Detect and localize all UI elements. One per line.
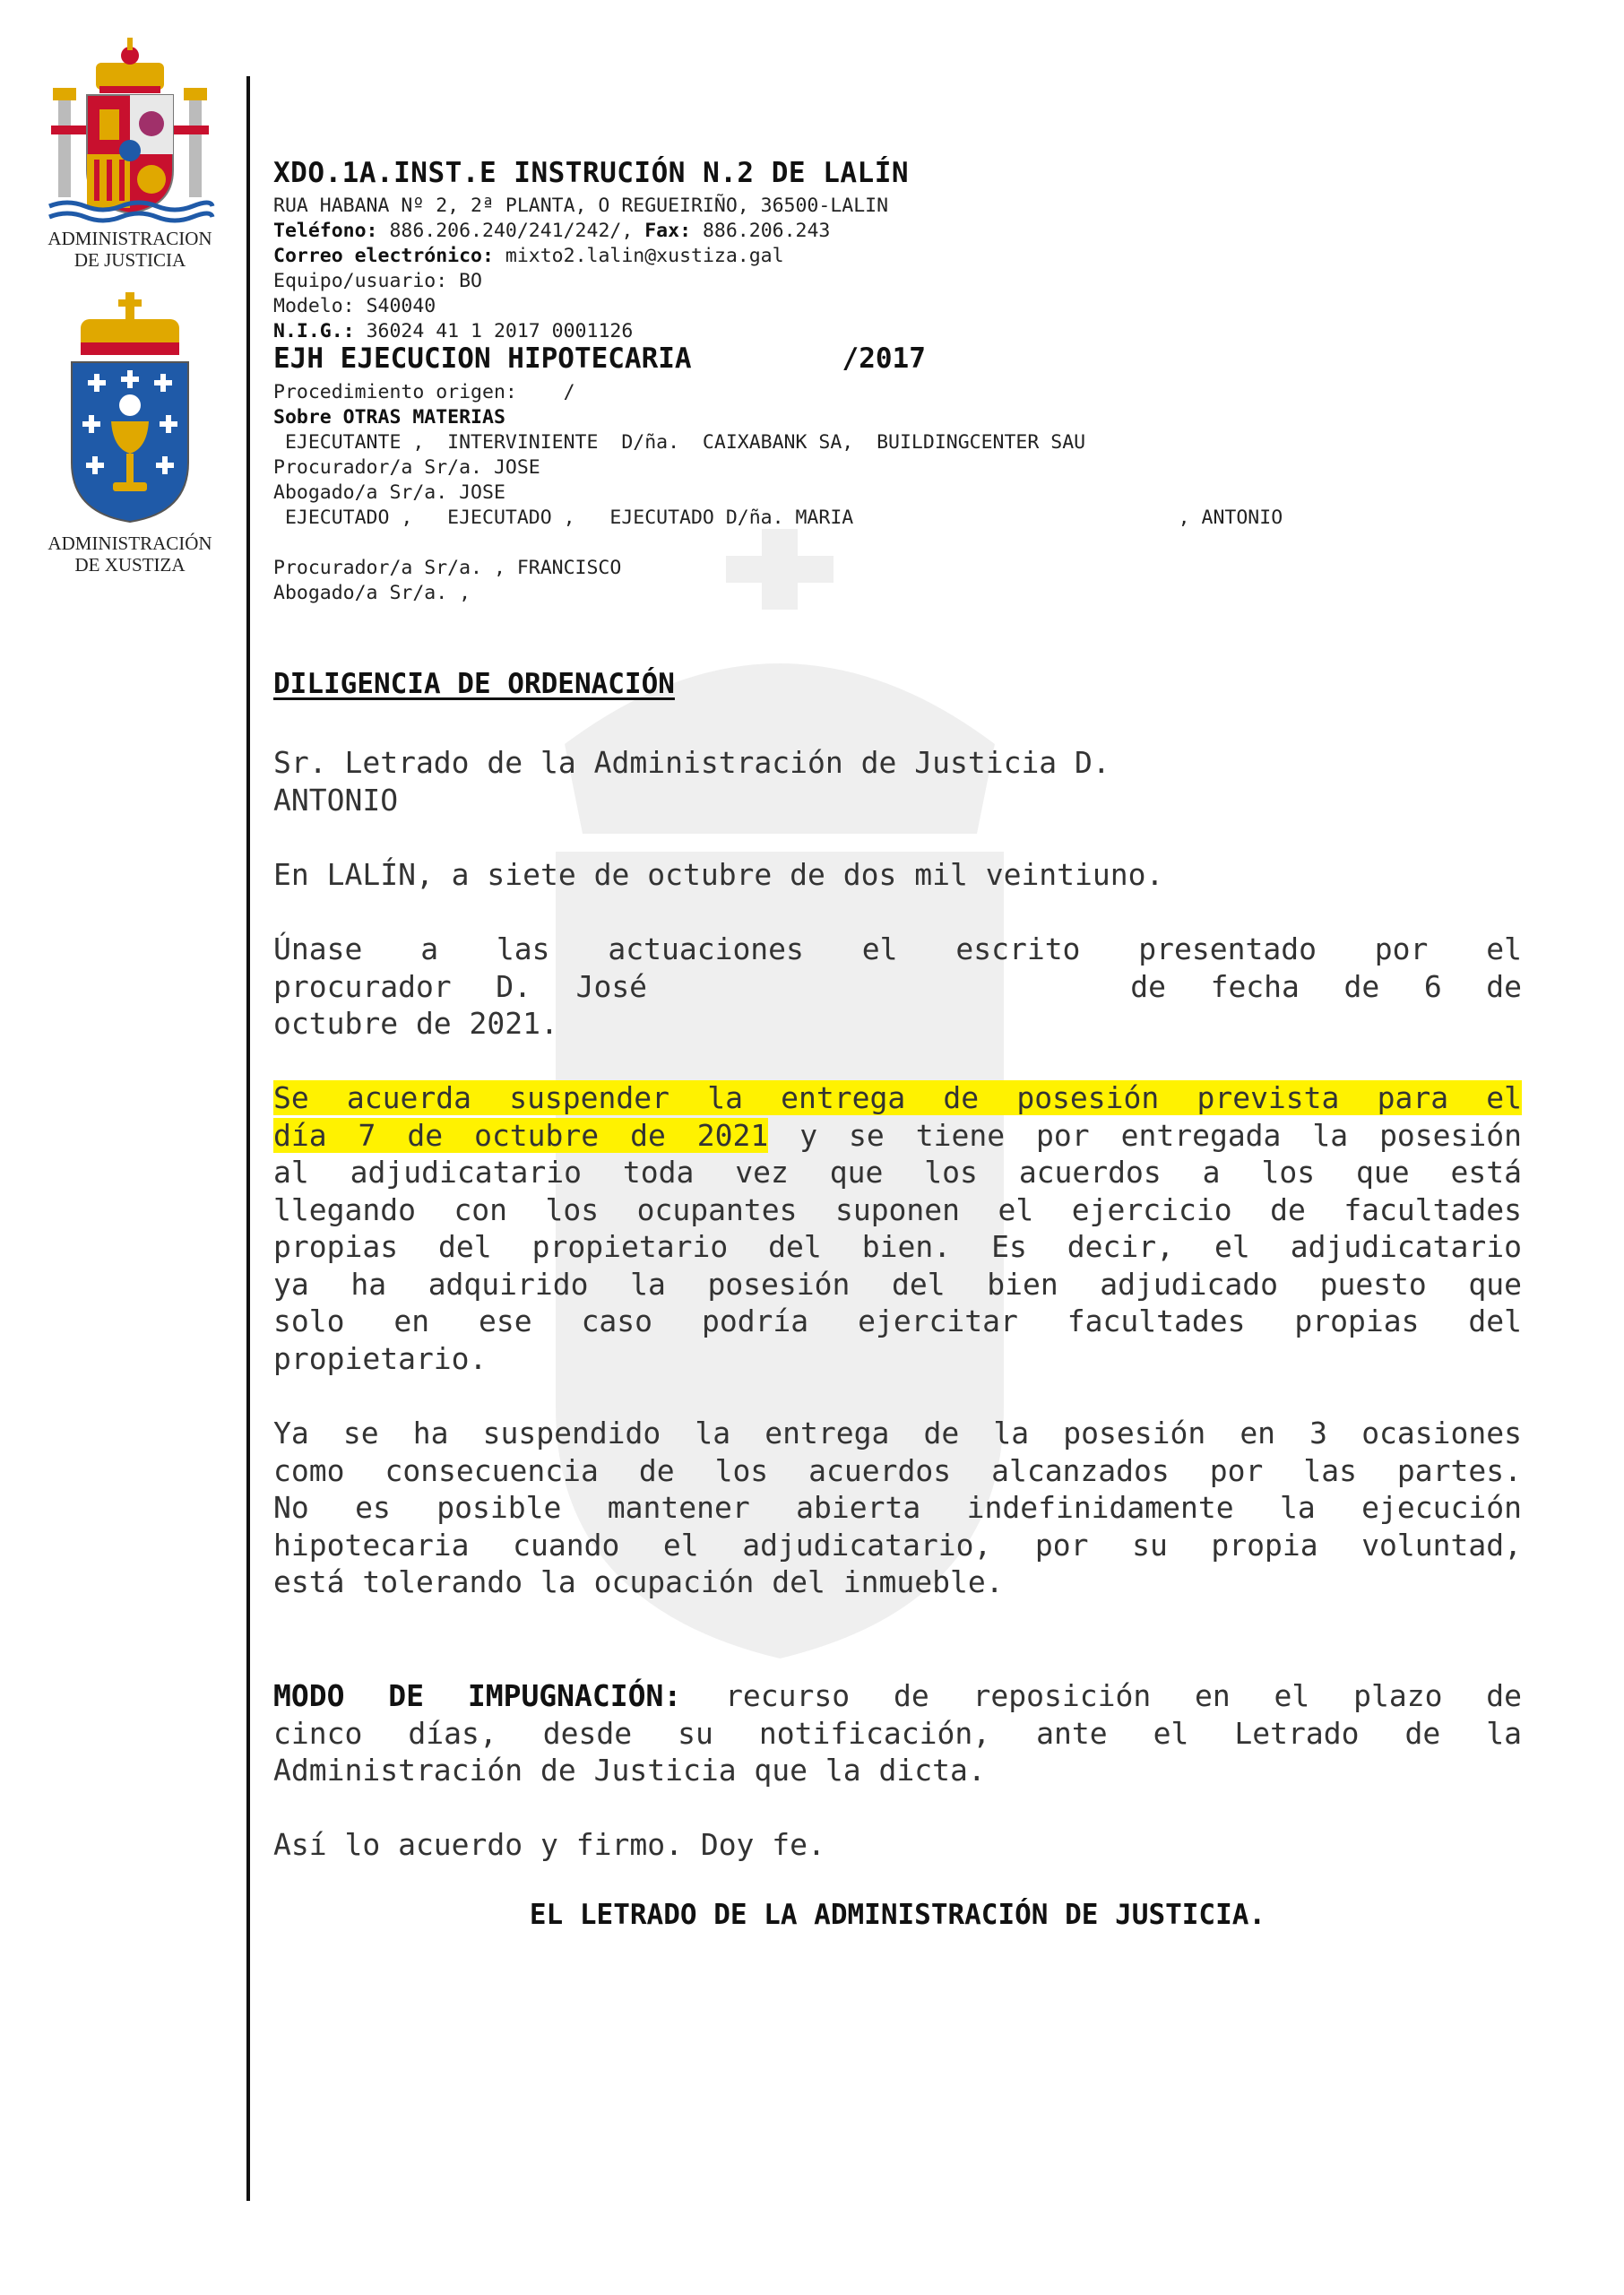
left-margin-rule <box>246 76 250 2201</box>
email-label: Correo electrónico: <box>273 245 494 267</box>
p2-line-2-rest: y se tiene por entregada la posesión <box>768 1117 1523 1153</box>
spain-logo-caption-2: DE JUSTICIA <box>73 249 186 271</box>
case-title: EJH EJECUCION HIPOTECARIA /2017 <box>273 342 926 375</box>
ejecutado-line: EJECUTADO , EJECUTADO , EJECUTADO D/ña. MARIA , ANTONIO <box>273 507 1283 529</box>
p3-line-2: como consecuencia de los acuerdos alcanzados por las partes. <box>273 1452 1522 1488</box>
p2-line-8: propietario. <box>273 1340 488 1376</box>
galicia-coat-of-arms-icon <box>54 287 206 529</box>
procurador-ejecutante: Procurador/a Sr/a. JOSE <box>273 456 540 479</box>
paragraph-2 <box>273 1079 1522 1377</box>
p2-line-1 <box>273 1079 1522 1117</box>
fax-label: Fax: <box>644 220 692 242</box>
nig-line <box>273 319 633 344</box>
email-value: mixto2.lalin@xustiza.gal <box>505 245 784 267</box>
p2-highlight-2: día 7 de octubre de 2021 <box>273 1117 769 1153</box>
p1-line-2 <box>273 968 1522 1006</box>
p1-line-2-start: procurador D. José <box>273 968 648 1004</box>
modo-line-3: Administración de Justicia que la dicta. <box>273 1753 986 1788</box>
p2-line-3: al adjudicatario toda vez que los acuerdos a los que está <box>273 1155 1522 1190</box>
ejecutante-line: EJECUTANTE , INTERVINIENTE D/ña. CAIXABANK SA, BUILDINGCENTER SAU <box>273 431 1086 454</box>
cierre-paragraph <box>273 1826 1522 1864</box>
modo-line-1-rest: recurso de reposición en el plazo de <box>681 1678 1522 1713</box>
modo-impugnacion-paragraph <box>273 1677 1522 1789</box>
materia-line <box>273 405 505 430</box>
spain-logo-caption-1: ADMINISTRACION <box>48 228 212 249</box>
p2-highlight-1: Se acuerda suspender la entrega de posesión prevista para el <box>273 1080 1522 1115</box>
firma-letrado: EL LETRADO DE LA ADMINISTRACIÓN DE JUSTICIA. <box>529 1899 1266 1931</box>
phone-value: 886.206.240/241/242/, <box>389 220 634 242</box>
p3-line-5: está tolerando la ocupación del inmueble. <box>273 1564 1004 1599</box>
nig-label: N.I.G.: <box>273 320 355 342</box>
cierre-line: Así lo acuerdo y firmo. Doy fe. <box>273 1827 825 1862</box>
paragraph-3 <box>273 1415 1522 1601</box>
fecha-paragraph <box>273 856 1522 894</box>
procedimiento-origen: Procedimiento origen: / <box>273 381 575 403</box>
paragraph-1 <box>273 931 1522 1043</box>
letrado-line-2: ANTONIO <box>273 782 399 818</box>
modo-label: MODO DE IMPUGNACIÓN: <box>273 1678 682 1713</box>
p2-line-4: llegando con los ocupantes suponen el ejercicio de facultades <box>273 1191 1522 1227</box>
p3-line-1: Ya se ha suspendido la entrega de la posesión en 3 ocasiones <box>273 1416 1522 1451</box>
email-line <box>273 244 784 269</box>
abogado-ejecutante: Abogado/a Sr/a. JOSE <box>273 481 505 504</box>
p2-line-7: solo en ese caso podría ejercitar facultades propias del <box>273 1303 1522 1338</box>
galicia-justice-logo <box>27 287 233 576</box>
modelo-line: Modelo: S40040 <box>273 295 436 317</box>
modo-line-1 <box>273 1677 1522 1715</box>
nig-value: 36024 41 1 2017 0001126 <box>366 320 634 342</box>
p1-line-3: octubre de 2021. <box>273 1006 558 1041</box>
p2-line-5: propias del propietario del bien. Es decir, el adjudicatario <box>273 1229 1522 1264</box>
p1-line-2-end: de fecha de 6 de <box>1130 968 1522 1004</box>
p2-line-2 <box>273 1117 1522 1155</box>
phone-label: Teléfono: <box>273 220 378 242</box>
modo-line-2: cinco días, desde su notificación, ante el Letrado de la <box>273 1715 1522 1751</box>
materia-text: Sobre OTRAS MATERIAS <box>273 406 505 429</box>
procurador-ejecutado: Procurador/a Sr/a. , FRANCISCO <box>273 557 622 579</box>
fecha-line: En LALÍN, a siete de octubre de dos mil veintiuno. <box>273 857 1164 892</box>
p3-line-3: No es posible mantener abierta indefinidamente la ejecución <box>273 1490 1522 1525</box>
logos-column <box>27 36 233 576</box>
galicia-logo-caption-2: DE XUSTIZA <box>74 554 186 576</box>
p3-line-4: hipotecaria cuando el adjudicatario, por su propia voluntad, <box>273 1527 1522 1563</box>
letrado-paragraph <box>273 744 1522 818</box>
court-name: XDO.1A.INST.E INSTRUCIÓN N.2 DE LALÍN <box>273 157 910 189</box>
galicia-logo-caption-1: ADMINISTRACIÓN <box>48 533 212 554</box>
spain-coat-of-arms-icon <box>40 36 220 224</box>
abogado-ejecutado: Abogado/a Sr/a. , <box>273 582 471 604</box>
fax-value: 886.206.243 <box>702 220 831 242</box>
letrado-line-1: Sr. Letrado de la Administración de Justicia D. <box>273 745 1110 780</box>
spain-justice-logo <box>27 36 233 271</box>
equipo-line: Equipo/usuario: BO <box>273 270 482 292</box>
court-address: RUA HABANA Nº 2, 2ª PLANTA, O REGUEIRIÑO, 36500-LALIN <box>273 195 889 217</box>
p1-line-1: Únase a las actuaciones el escrito presentado por el <box>273 931 1522 966</box>
p2-line-6: ya ha adquirido la posesión del bien adjudicado puesto que <box>273 1266 1522 1302</box>
diligencia-title: DILIGENCIA DE ORDENACIÓN <box>273 668 675 700</box>
phone-line <box>273 219 830 244</box>
